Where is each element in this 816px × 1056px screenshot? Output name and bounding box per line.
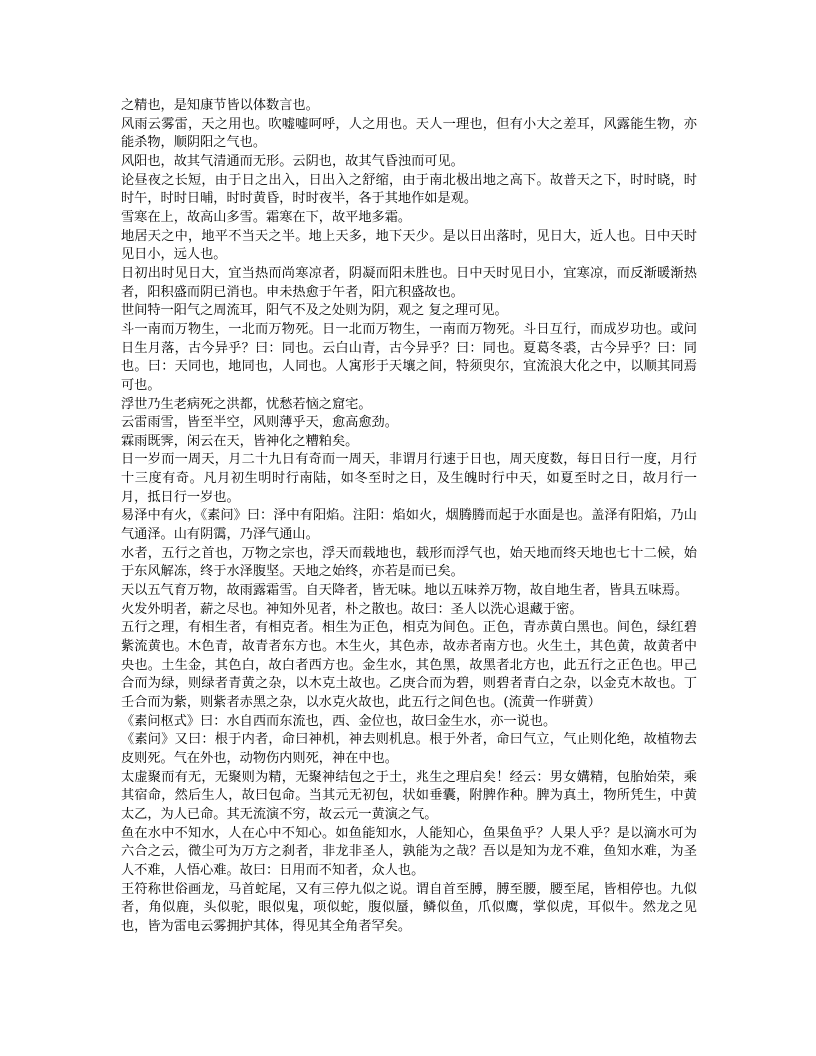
paragraph: 之精也，是知康节皆以体数言也。 [121,98,319,113]
paragraph: 日一岁而一周天，月二十九日有奇而一周天，非谓月行速于日也，周天度数，每日日行一度，月行十三度有奇。凡月初生明时行南陆，如冬至时之日，及生魄时行中天，如夏至时之日，故月行一月，抵日行一岁也。 [121,452,697,505]
paragraph: 地居天之中，地平不当天之半。地上天多，地下天少。是以日出落时，见日大，近人也。日中天时见日小，远人也。 [121,228,697,263]
paragraph: 浮世乃生老病死之洪都，忧愁若恼之窟宅。 [121,396,372,412]
paragraph: 王符称世俗画龙，马首蛇尾，又有三停九似之说。谓自首至膊，膊至腰，腰至尾，皆相停也。九似者，角似鹿，头似驼，眼似鬼，项似蛇，腹似蜃，鳞似鱼，爪似鹰，掌似虎，耳似牛。然龙之见也，皆为雷电云雾拥护其体，得见其全角者罕矣。 [121,881,697,934]
paragraph: 日初出时见日大，宜当热而尚寒凉者，阴凝而阳未胜也。日中天时见日小，宜寒凉，而反渐暖渐热者，阳积盛而阴已消也。申未热愈于午者，阳亢积盛故也。 [121,265,697,300]
paragraph: 风雨云雾雷，天之用也。吹嘘嘘呵呼，人之用也。天人一理也，但有小大之差耳，风露能生物，亦能杀物，顺阴阳之气也。 [121,116,697,151]
paragraph: 天以五气育万物，故雨露霜雪。自天降者，皆无味。地以五味养万物，故自地生者，皆具五味焉。 [121,583,689,599]
paragraph: 风阳也，故其气清通而无形。云阴也，故其气昏浊而可见。 [121,153,464,169]
paragraph: 《素问》又曰：根于内者，命曰神机，神去则机息。根于外者，命曰气立，气止则化绝，故植物去皮则死。气在外也，动物伤内则死，神在中也。 [121,732,697,766]
paragraph: 水者，五行之首也，万物之宗也，浮天而载地也，载形而浮气也，始天地而终天地也七十二候，始于东风解冻，终于水泽腹坚。天地之始终，亦若是而已矣。 [121,545,697,580]
paragraph: 鱼在水中不知水，人在心中不知心。如鱼能知水，人能知心，鱼果鱼乎？人果人乎？是以滴水可为六合之云，微尘可为万方之刹者，非龙非圣人，孰能为之哉？吾以是知为龙不难，鱼知水难，为圣人不难，人悟心难。故曰：日用而不知者，众人也。 [121,825,697,878]
paragraph: 易泽中有火，《素问》曰：泽中有阳焰。注阳：焰如火，烟腾腾而起于水面是也。盖泽有阳焰，乃山气通泽。山有阴霭，乃泽气通山。 [121,508,697,543]
paragraph: 太虚聚而有无，无聚则为精，无聚神结包之于土，兆生之理启矣！经云：男女媾精，包胎始荣，乘其宿命，然后生人，故曰包命。当其元无初包，状如垂囊，附脾作种。脾为真土，物所凭生，中黄太乙，为人已命。其无流演不穷，故云元一黄演之气。 [121,769,697,822]
paragraph: 火发外明者，薪之尽也。神知外见者，朴之散也。故曰：圣人以洗心退藏于密。 [121,601,583,617]
paragraph: 斗一南而万物生，一北而万物死。日一北而万物生，一南而万物死。斗日互行，而成岁功也。或问日生月落，古今异乎？曰：同也。云白山青，古今异乎？曰：同也。夏葛冬裘，古今异乎？曰：同也。曰：天同也，地同也，人同也。人寓形于天壤之间，特须臾尔，宜流浪大化之中，以顺其同焉可也。 [121,321,697,393]
paragraph: 五行之理，有相生者，有相克者。相生为正色，相克为间色。正色，青赤黄白黑也。间色，绿红碧紫流黄也。木色青，故青者东方也。木生火，其色赤，故赤者南方也。火生土，其色黄，故黄者中央也。土生金，其色白，故白者西方也。金生水，其色黑，故黑者北方也，此五行之正色也。甲己合而为绿，则绿者青黄之杂，以木克土故也。乙庚合而为碧，则碧者青白之杂，以金克木故也。丁壬合而为紫，则紫者赤黑之杂，以水克火故也，此五行之间色也。(流黄一作骈黄） [121,620,697,710]
paragraph: 霖雨既霁，闲云在天，皆神化之糟粕矣。 [121,433,359,449]
paragraph: 雪寒在上，故高山多雪。霜寒在下，故平地多霜。 [121,209,412,225]
paragraph: 论昼夜之长短，由于日之出入，日出入之舒缩，由于南北极出地之高下。故普天之下，时时晓，时时午，时时日晡，时时黄昏，时时夜半，各于其地作如是观。 [121,172,697,207]
paragraph: 《素问枢式》曰：水自西而东流也，西、金位也，故曰金生水，亦一说也。 [121,713,557,729]
paragraph: 世间特一阳气之周流耳，阳气不及之处则为阴，观之 复之理可见。 [121,303,508,319]
paragraph: 云雷雨雪，皆至半空，风则薄乎天，愈高愈劲。 [121,415,398,431]
document-page [121,97,697,937]
